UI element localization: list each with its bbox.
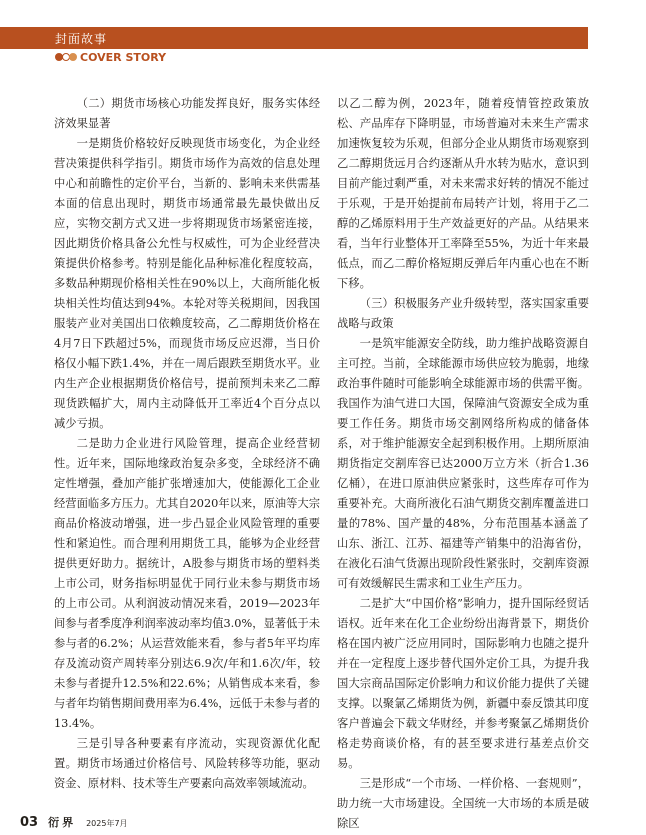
section-label: 封面故事: [55, 32, 108, 46]
cover-story-text: COVER STORY: [80, 50, 167, 64]
page-number: 03: [20, 815, 39, 830]
body-paragraph: 一是筑牢能源安全防线，助力维护战略资源自主可控。当前，全球能源市场供应较为脆弱，地缘政治事件随时可能影响全球能源市场的供需平衡。我国作为油气进口大国，保障油气资源安全成为重要工作任务。期货市场交割网络所构成的储备体系，对于维护能源安全起到积极作用。上期所原油期货指定交割库容已达2000万立方米（折合1.36亿桶），在进口原油供应紧张时，这些库存可作为重要补充。大商所液化石油气期货交割库覆盖进口量的78%、国产量的48%，分布范围基本涵盖了山东、浙江、江苏、福建等产销集中的沿海省份，在液化石油气货源出现阶段性紧张时，交割库资源可有效缓解民生需求和工业生产压力。: [337, 337, 589, 590]
body-paragraph: 二是扩大“中国价格”影响力，提升国际经贸话语权。近年来在化工企业纷纷出海背景下，期货价格在国内被广泛应用同时，国际影响力也随之提升并在一定程度上逐步替代国外定价工具，为提升我国大宗商品国际定价影响力和议价能力提供了关键支撑。以聚氯乙烯期货为例，新疆中泰反馈其印度客户普遍会下载文华财经，并参考聚氯乙烯期货价格走势商谈价格，有的甚至要求进行基差点价交易。: [337, 597, 589, 770]
magazine-name: 衍界: [48, 816, 77, 829]
page-footer: [20, 814, 128, 830]
section-heading: （三）积极服务产业升级转型，落实国家重要战略与政策: [337, 297, 589, 330]
body-paragraph: 三是形成“一个市场、一样价格、一套规则”，助力统一大市场建设。全国统一大市场的本质是破除区: [337, 777, 589, 830]
issue-date: 2025年7月: [86, 819, 128, 828]
section-heading: （二）期货市场核心功能发挥良好，服务实体经济效果显著: [54, 97, 320, 130]
left-text-column: [54, 94, 320, 794]
cover-story-tag: [55, 49, 166, 65]
body-paragraph: 以乙二醇为例，2023年，随着疫情管控政策放松、产品库存下降明显，市场普遍对未来生产需求加速恢复较为乐观，但部分企业从期货市场观察到乙二醇期货远月合约逐渐从升水转为贴水，意识到目前产能过剩严重，对未来需求好转的情况不能过于乐观，于是开始提前布局转产计划，将用于乙二醇的乙烯原料用于生产效益更好的产品。从结果来看，当年行业整体开工率降至55%，为近十年来最低点，而乙二醇价格短期反弹后年内重心也在不断下移。: [337, 97, 589, 290]
body-paragraph: 一是期货价格较好反映现货市场变化，为企业经营决策提供科学指引。期货市场作为高效的信息处理中心和前瞻性的定价平台，当新的、影响未来供需基本面的信息出现时，期货市场通常最先最快做出反应，实物交割方式又进一步将期现货市场紧密连接，因此期货价格具备公允性与权威性，可为企业经营决策提供价格参考。特别是能化品种标准化程度较高，多数品种期现价格相关性在90%以上，大商所能化板块相关性均值达到94%。本轮对等关税期间，因我国服装产业对美国出口依赖度较高，乙二醇期货价格在4月7日下跌超过5%，而现货市场反应迟滞，当日价格仅小幅下跌1.4%，并在一周后跟跌至期货水平。业内生产企业根据期货价格信号，提前预判未来乙二醇现货跌幅扩大，周内主动降低开工率近4个百分点以减少亏损。: [54, 137, 320, 430]
right-text-column: [337, 94, 589, 834]
section-header-bar: [0, 27, 588, 49]
cover-story-logo-icon: [55, 52, 77, 62]
body-paragraph: 三是引导各种要素有序流动，实现资源优化配置。期货市场通过价格信号、风险转移等功能，驱动资金、原材料、技术等生产要素向高效率领域流动。: [54, 737, 320, 790]
body-paragraph: 二是助力企业进行风险管理，提高企业经营韧性。近年来，国际地缘政治复杂多变，全球经济不确定性增强，叠加产能扩张增速加大，使能源化工企业经营面临多方压力。尤其自2020年以来，原油等大宗商品价格波动增强，进一步凸显企业风险管理的重要性和紧迫性。而合理利用期货工具，能够为企业经营提供更好助力。据统计，A股参与期货市场的塑料类上市公司，财务指标明显优于同行业未参与期货市场的上市公司。从利润波动情况来看，2019—2023年间参与者季度净利润率波动率均值3.0%，显著低于未参与者的6.2%；从运营效能来看，参与者5年平均库存及流动资产周转率分别达6.9次/年和1.6次/年，较未参与者提升12.5%和22.6%；从销售成本来看，参与者年均销售期间费用率为6.4%，远低于未参与者的13.4%。: [54, 437, 320, 730]
